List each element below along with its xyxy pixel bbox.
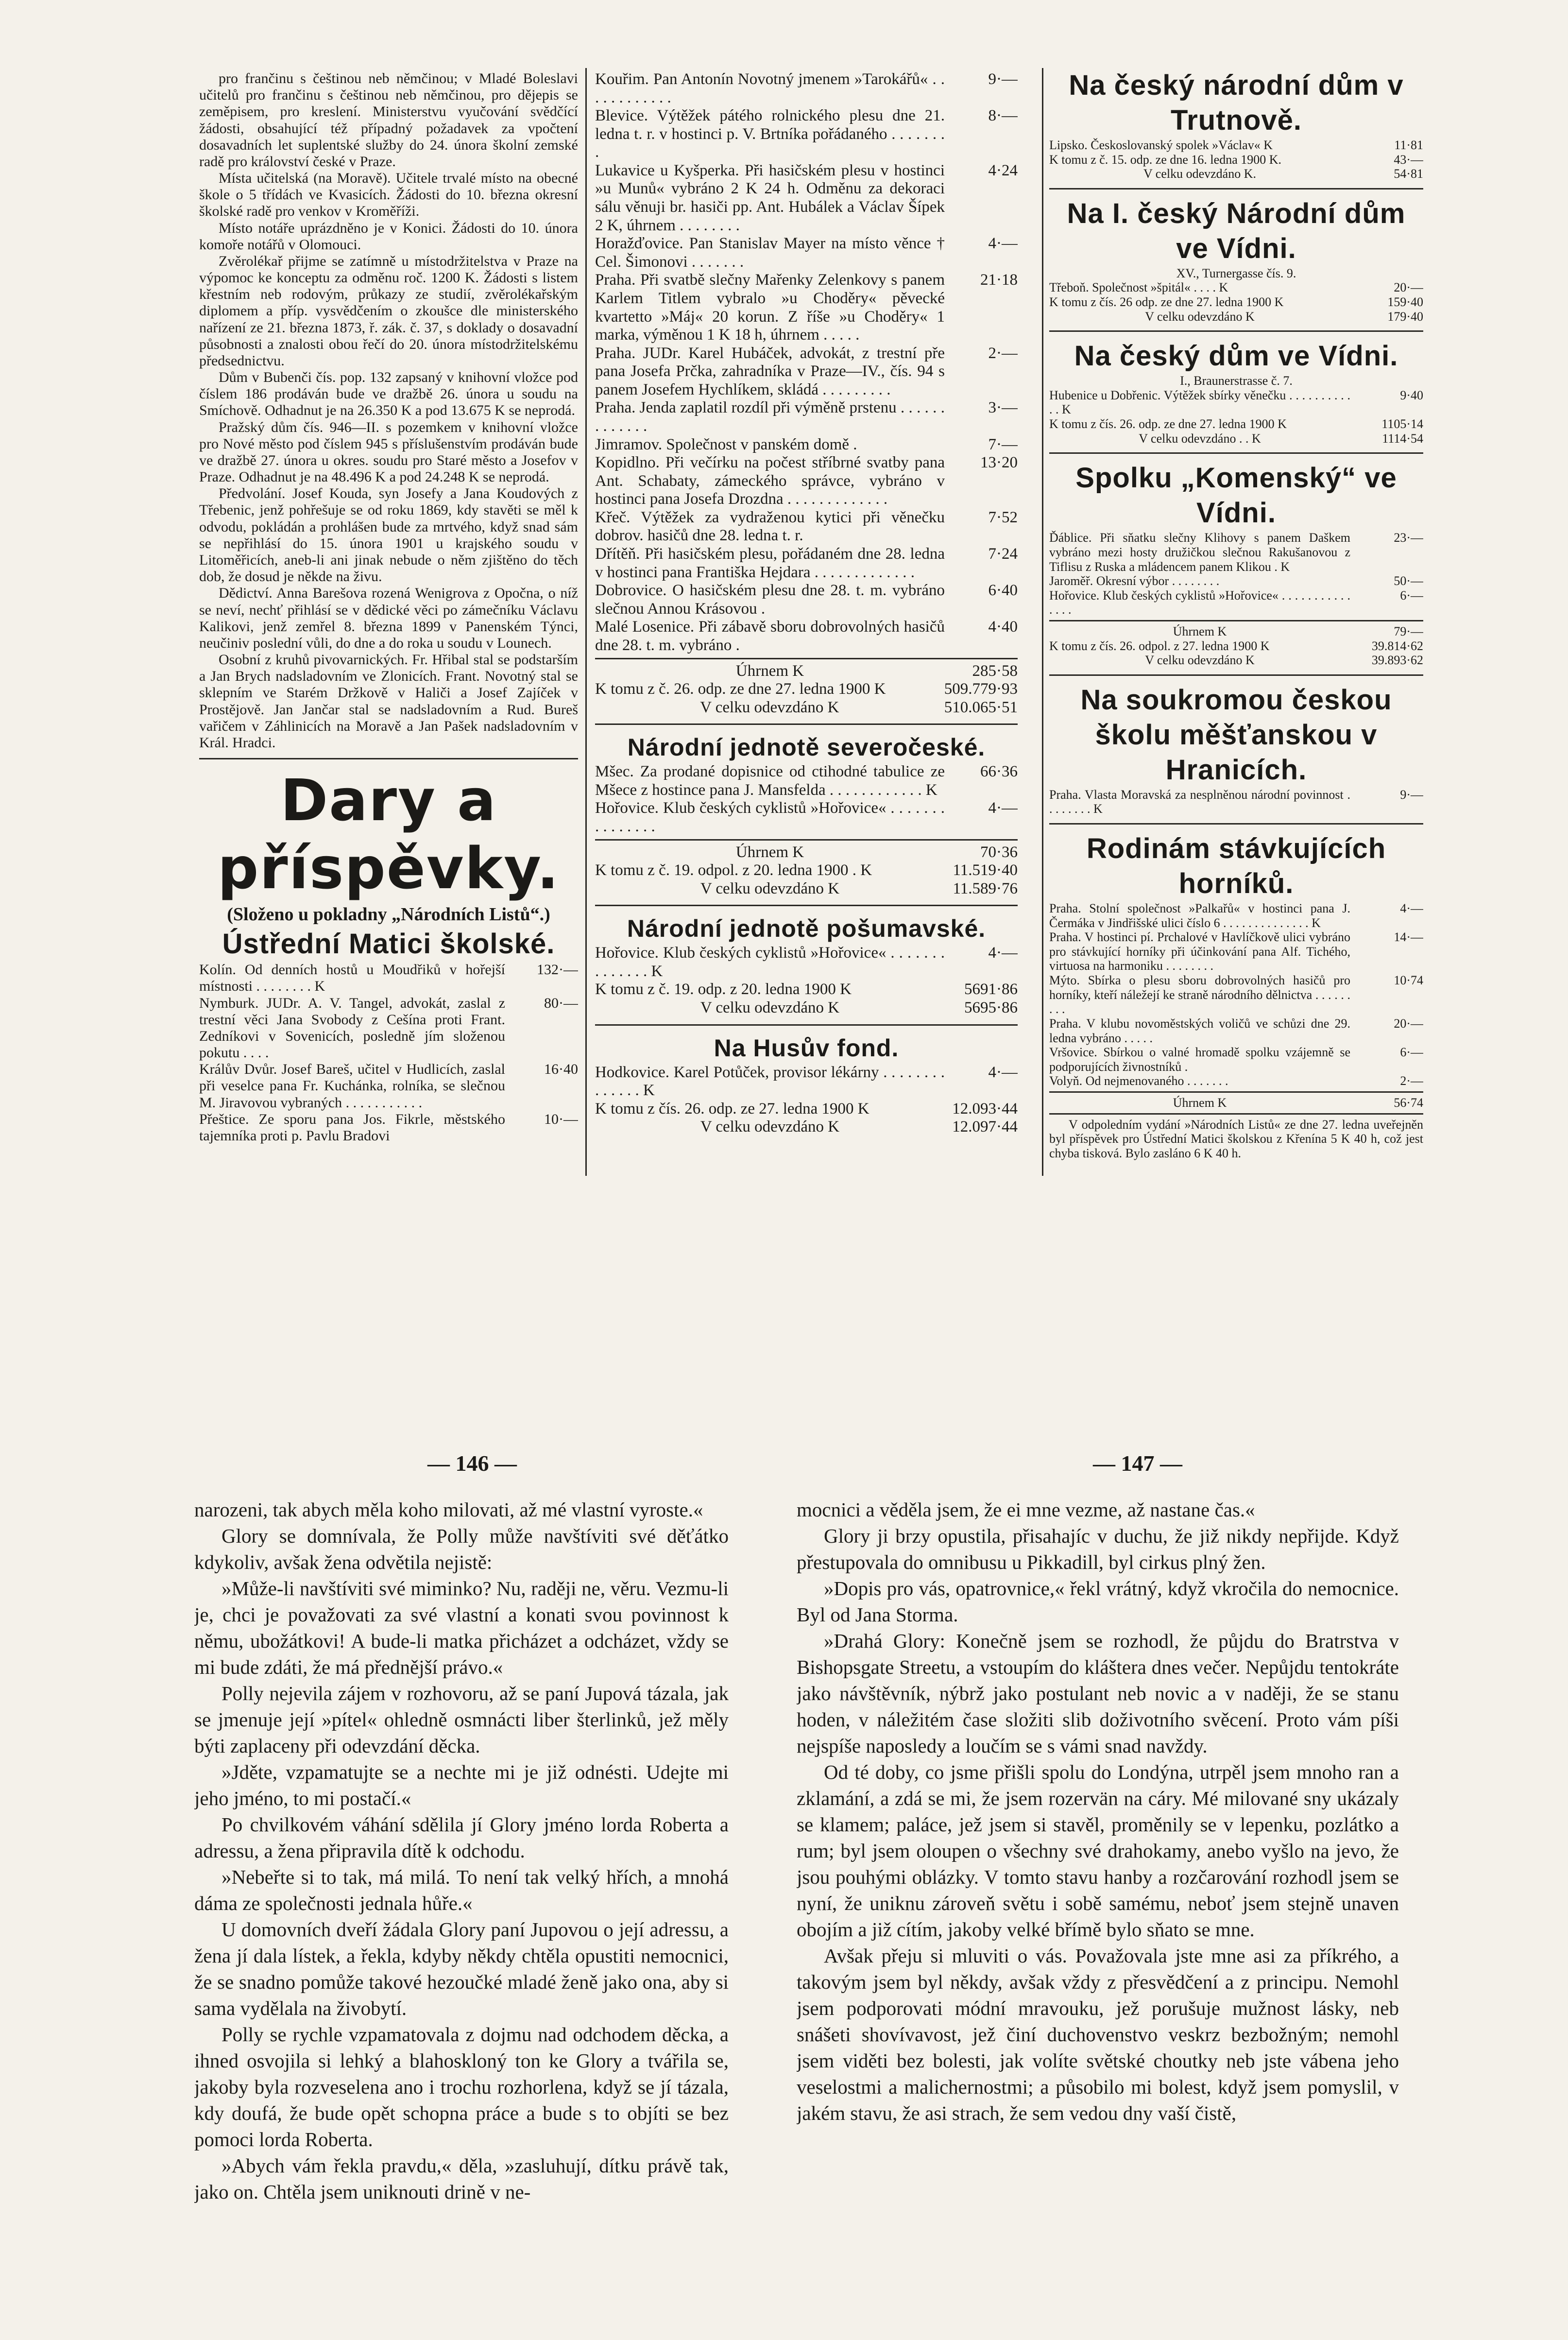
prev-row [595,981,1018,999]
donation-entry [595,399,1018,435]
donation-text: K tomu z čís. 26. odp. ze dne 27. ledna 1900 K [1049,417,1287,431]
donation-text: Přeštice. Ze sporu pana Jos. Fikrle, městského tajemníka proti p. Pavlu Bradovi [199,1111,505,1144]
entries-cesky-dum-viden [1049,388,1423,431]
donation-entry [595,944,1018,981]
donation-amount: 4·40 [988,618,1018,636]
total-row [1049,310,1423,324]
notice-paragraph: Dům v Bubenči čís. pop. 132 zapsaný v knihovní vložce pod číslem 186 prodáván bude ve dražbě 26. února u soudu na Smíchově. Odhadnut je na 26.350 K a pod 13.675 K se neprodá. [199,369,578,419]
donation-text: Praha. Při svatbě slečny Mařenky Zelenkovy s panem Karlem Titlem vybralo »u Choděry« pěvecké kvartetto »Máj« 20 korun. Z říše »u Choděry« 1 marka, výměnou 1 K 18 h, úhrnem . . . . . [595,271,945,344]
novel-paragraph: Glory se domnívala, že Polly může navštíviti své děťátko kdykoliv, avšak žena odvětila nejistě: [194,1525,729,1573]
donation-amount: 4·24 [988,161,1018,179]
donation-amount: 3·— [988,399,1018,417]
donation-text: Dobrovice. O hasičském plesu dne 28. t. m. vybráno slečnou Annou Krásovou . [595,582,945,618]
donation-text: K tomu z čís. 26 odp. ze dne 27. ledna 1900 K [1049,295,1284,310]
prev-row [1049,639,1423,654]
total-label: V celku odevzdáno K [700,879,840,897]
total-label: V celku odevzdáno K. [1143,167,1256,181]
total-row [595,1118,1018,1136]
divider [1049,674,1423,676]
total-value: 11.589·76 [953,879,1018,897]
donation-amount: 4·— [988,1063,1018,1081]
sum-label: Úhrnem K [735,843,804,861]
donation-amount: 80·— [544,995,578,1011]
total-value: 12.097·44 [952,1118,1018,1136]
divider [1049,188,1423,189]
novel-paragraph: Avšak přeju si mluviti o vás. Považovala jste mne asi za příkrého, a takovým jsem byl někdy, avšak vždy z přesvědčení a z principu. Nemohl jsem podporovati módní mravouku, jež porušuje mužnost lásky, neb snášeti shovívavost, jež činí duchovenstvo veskrz bezbožným; nemohl jsem viděti bez bolesti, jak volíte světské choutky neb jste vábena jeho veselostmi a malichernostmi; a působilo mi bolest, když jsem pomyslil, v jakém stavu, že asi strach, že sem vedou dny vaší čistě, [797,1944,1399,2124]
donation-text: K tomu z č. 15. odp. ze dne 16. ledna 1900 K. [1049,152,1282,167]
donation-text: Mšec. Za prodané dopisnice od ctihodné tabulice ze Mšece z hostince pana J. Mansfelda . . . . . . . . . . . . K [595,763,945,799]
donation-amount: 4·— [1400,901,1423,916]
notice-paragraph: pro frančinu s češtinou neb němčinou; v Mladé Boleslavi učitelů pro frančinu s češtinou neb němčinou, pro dějepis se zeměpisem, pro kreslení. Ministerstvu vyučování svědčící žádosti, obsahující též případný požadavek za vpočtení dosavadních let suplentské služby do 24. února školní zemské radě pro království české v Praze. [199,70,578,170]
novel-text-left [194,1497,729,2298]
donation-text: Lukavice u Kyšperka. Při hasičském plesu v hostinci »u Munů« vybráno 2 K 24 h. Odměnu za dekoraci sálu věnuji br. hasiči pp. Ant. Hubálek a Václav Šípek 2 K, úhrnem . . . . . . . . [595,161,945,234]
prev-row [595,861,1018,880]
donation-text: Hubenice u Dobřenic. Výtěžek sbírky věnečku . . . . . . . . . . . . K [1049,388,1350,417]
donation-entry [595,545,1018,582]
donation-entry [1049,280,1423,295]
section-title-hornici: Rodinám stávkujících horníků. [1086,833,1386,900]
total-value: 510.065·51 [944,698,1018,716]
notice-paragraph: Místa učitelská (na Moravě). Učitele trvalé místo na obecné škole o 5 třídách ve Kvasicích. Žádosti do 10. března okresní školské radě pro venkov v Kroměříži. [199,170,578,220]
total-value: 5695·86 [964,999,1018,1017]
total-row [595,999,1018,1017]
donation-entry [595,436,1018,454]
donation-text: Blevice. Výtěžek pátého rolnického plesu dne 21. ledna t. r. v hostinci p. V. Brtníka pořádaného . . . . . . . . [595,107,945,161]
sum-value: 70·36 [980,843,1018,861]
correction-note: V odpoledním vydání »Národních Listů« ze dne 27. ledna uveřejněn byl příspěvek pro Ústřední Matici školskou z Křenína 5 K 40 h, což jest chyba tisková. Bylo zasláno 6 K 40 h. [1049,1117,1423,1160]
donation-entry [595,454,1018,509]
prev-row [595,680,1018,699]
donation-entry [595,509,1018,545]
divider [1049,1113,1423,1115]
donation-entry [1049,531,1423,574]
donation-amount: 9·— [1400,787,1423,802]
novel-paragraph: mocnici a věděla jsem, že ei mne vezme, až nastane čas.« [797,1498,1255,1521]
donation-entry [595,271,1018,344]
page-number-left: — 146 — [427,1451,517,1476]
donation-amount: 16·40 [544,1061,578,1078]
donation-amount: 11·81 [1394,138,1423,152]
donation-amount: 9·— [988,70,1018,88]
sum-label: Úhrnem K [1173,1095,1227,1110]
divider [595,905,1018,906]
donation-text: Vršovice. Sbírkou o valné hromadě spolku vzájemně se podporujících živnostníků . [1049,1045,1350,1074]
donation-text: Kolín. Od denních hostů u Moudřiků v hořejší místnosti . . . . . . . . K [199,962,505,995]
divider [1049,330,1423,332]
total-label: V celku odevzdáno . . K [1139,431,1261,446]
sum-value: 79·— [1394,624,1423,638]
donation-entry [199,995,578,1062]
prev-value: 39.814·62 [1371,638,1423,653]
entries-severoceske [595,763,1018,836]
entries-hranice [1049,788,1423,816]
donation-amount: 7·— [988,435,1018,453]
donation-amount: 21·18 [980,271,1018,289]
donation-entry [1049,138,1423,153]
column-rule [1042,68,1043,1176]
entries-posumavske [595,944,1018,981]
total-value: 39.893·62 [1371,653,1423,668]
donation-text: Dřítěň. Při hasičském plesu, pořádaném dne 28. ledna v hostinci pana Františka Hejdara . . . . . . . . . . . . . [595,545,945,581]
novel-paragraph: Od té doby, co jsme přišli spolu do Londýna, utrpěl jsem mnoho ran a zklamání, a zdá se mi, že jsem rozervän na cáry. Mé milované sny ukázaly se klamem; paláce, jež jsem si stavěl, proměnily se v lepenku, pozlátko a rum; byl jsem oloupen o všechny své drahokamy, anebo vyšlo na jevo, že jsou pouhými oblázky. V tomto stavu hanby a rozčarování rozhodl jsem se nyní, že uniknu zároveň světu i sobě samému, neboť jsem stejně unaven obojím a již cítím, jakoby velké břímě bylo sňato se mne. [797,1761,1399,1941]
novel-paragraph: U domovních dveří žádala Glory paní Jupovou o její adressu, a žena jí dala lístek, a řekla, kdyby někdy chtěla opustiti nemocnici, že se snadno pomůže takové hezoučké mladé ženě jako ona, aby si sama vydělala na živobytí. [194,1918,729,2019]
donation-amount: 10·74 [1394,973,1423,988]
donation-amount: 6·— [1400,1045,1423,1060]
divider [1049,1091,1423,1093]
donation-amount: 10·— [544,1111,578,1127]
divider [199,758,578,759]
prev-value: 12.093·44 [952,1100,1018,1118]
notice-paragraph: Zvěrolékař přijme se zatímně u místodržitelstva v Praze na výpomoc ke konceptu za odměnu roč. 1200 K. Žádosti s listem křestním neb rodovým, průkazy ze studií, zvěrolékařským diplomem a příp. vysvědčením o zkoušce dle ministerského nařízení ze 21. března 1873, ř. zák. č. 37, s doklady o dosavadní působnosti a znalosti obou řečí do 20. února místodržitelskému předsednictvu. [199,253,578,369]
section-title-narodni-dum-viden: Na I. český Národní dům ve Vídni. [1067,197,1406,264]
novel-paragraph: Polly nejevila zájem v rozhovoru, až se paní Jupová tázala, jak se jmenuje její »pítel« ohledně osmnácti liber šterlinků, jež měly býti zaplaceny při odevzdání děcka. [194,1682,729,1757]
donation-entry [1049,574,1423,588]
dary-title: Dary a příspěvky. [217,767,560,902]
total-value: 54·81 [1394,167,1423,181]
donation-text: Lipsko. Českoslovanský spolek »Václav« K [1049,138,1273,152]
donation-entry [595,107,1018,162]
donation-amount: 66·36 [980,763,1018,781]
donation-amount: 4·— [988,235,1018,253]
donation-amount: 132·— [537,962,578,978]
donation-text: Volyň. Od nejmenovaného . . . . . . . [1049,1074,1228,1088]
donation-amount: 7·24 [988,545,1018,563]
notice-paragraph: Dědictví. Anna Barešova rozená Wenigrova z Opočna, o níž se neví, nechť přihlásí se v dědické věci po zámečníku Václavu Kalikovi, jenž zemřel 8. března 1899 v Panenském Týnci, neučiniv poslední vůli, do dne a do roka u soudu v Lounech. [199,585,578,651]
donation-entry [1049,973,1423,1016]
sum-row [1049,624,1423,639]
sum-row [1049,1096,1423,1110]
novel-paragraph: Glory ji brzy opustila, přisahajíc v duchu, že již nikdy nepřijde. Když přestupovala do omnibusu u Pikkadill, byl cirkus plný žen. [797,1525,1399,1573]
donation-entry [199,1111,578,1144]
donation-entry [1049,1045,1423,1074]
donation-entry [199,962,578,995]
novel-paragraph: »Jděte, vzpamatujte se a nechte mi je již odnésti. Udejte mi jeho jméno, to mi postačí.« [194,1761,729,1809]
column-1 [199,70,578,1178]
donation-entry [595,763,1018,799]
donation-text: Praha. JUDr. Karel Hubáček, advokát, z trestní pře pana Josefa Prčka, zahradníka v Praze—IV., čís. 94 s panem Josefem Hychlíkem, skládá . . . . . . . . . [595,344,945,398]
donation-entry [595,344,1018,399]
donation-text: Kouřim. Pan Antonín Novotný jmenem »Tarokářů« . . . . . . . . . . . . [595,70,945,106]
divider [595,1024,1018,1026]
sum-label: Úhrnem K [735,662,804,680]
total-row [1049,653,1423,668]
total-label: V celku odevzdáno K [1145,309,1255,324]
notice-paragraph: Předvolání. Josef Kouda, syn Josefy a Jana Koudových z Třebenic, jenž pohřešuje se od roku 1869, kdy stavěti se měl k odvodu, pokládán a prohlášen bude za mrtvého, když snad sám se nepřihlásí do 15. února 1901 u krajského soudu v Litoměřicích, aneb-li ani jinak nebude o něm zjištěno do těch dob, že dosud je někde na živu. [199,485,578,585]
donation-entry [595,582,1018,618]
novel-paragraph: »Nebeřte si to tak, má milá. To není tak velký hřích, a mnohá dáma ze společnosti jednala hůře.« [194,1866,729,1914]
prev-label: K tomu z čís. 26. odpol. z 27. ledna 1900 K [1049,638,1270,653]
divider [595,658,1018,659]
prev-label: K tomu z č. 19. odp. z 20. ledna 1900 K [595,981,852,998]
donation-text: Jaroměř. Okresní výbor . . . . . . . . [1049,574,1220,588]
donation-amount: 20·— [1394,1016,1423,1031]
donation-amount: 6·— [1400,588,1423,602]
donation-amount: 1105·14 [1381,417,1423,431]
prev-value: 11.519·40 [953,861,1018,879]
donation-text: Jimramov. Společnost v panském domě . [595,435,857,453]
donation-entry [595,70,1018,107]
donation-entry [1049,901,1423,930]
total-row [1049,167,1423,181]
donation-text: Praha. V klubu novoměstských voličů ve schůzi dne 29. ledna vybráno . . . . . [1049,1016,1350,1045]
total-value: 179·40 [1387,309,1423,324]
entries-narodni-dum-viden [1049,280,1423,309]
divider [595,839,1018,841]
donation-text: Králův Dvůr. Josef Bareš, učitel v Hudlicích, zaslal při veselce pana Fr. Kuchánka, rolníka, se slečnou M. Jiravovou vybraných . . . . . . . . . . . [199,1061,505,1111]
prev-value: 509.779·93 [944,680,1018,698]
donation-amount: 9·40 [1400,388,1423,402]
donation-entry [595,162,1018,235]
sum-value: 285·58 [972,662,1018,680]
novel-paragraph: »Dopis pro vás, opatrovnice,« řekl vrátný, když vkročila do nemocnice. Byl od Jana Storma. [797,1577,1399,1626]
donation-entry [1049,930,1423,973]
section-title-hranice: Na soukromou českou školu měšťanskou v Hranicích. [1080,684,1392,786]
column-2 [595,70,1018,1178]
novel-paragraph: »Abych vám řekla pravdu,« děla, »zasluhují, dítku právě tak, jako on. Chtěla jsem uniknouti drině v ne- [194,2154,729,2203]
entries-matice [199,962,578,1144]
donation-amount: 20·— [1394,280,1423,295]
entries-husuv-fond [595,1064,1018,1100]
entries-trutnov [1049,138,1423,167]
donation-amount: 23·— [1394,531,1423,545]
total-row [595,699,1018,717]
donation-entry [199,1061,578,1111]
divider [595,723,1018,725]
prev-label: K tomu z č. 26. odp. ze dne 27. ledna 1900 K [595,680,886,698]
total-label: V celku odevzdáno K [700,1118,840,1136]
donation-text: Horažďovice. Pan Stanislav Mayer na místo věnce † Cel. Šimonovi . . . . . . . [595,235,945,271]
notice-paragraph: Osobní z kruhů pivovarnických. Fr. Hřibal stal se podstarším a Jan Brych nadsladovním ve Zlonicích. Frant. Novotný stal se sklepním ve Starém Držkově v Haliči a Josef Zajíček v Prostějově. Jan Jančar stal se nadsladovním a Rud. Bureš vařičem v Záhlinicích na Moravě a Jan Pašek nadsladovním v Král. Hradci. [199,652,578,751]
donation-text: Mýto. Sbírka o plesu sboru dobrovolných hasičů pro horníky, kteří náležejí ke straně národního dělnictva . . . . . . . . . [1049,973,1350,1016]
section-title-posumavske: Národní jednotě pošumavské. [627,915,986,943]
divider [1049,620,1423,621]
divider [1049,823,1423,825]
column-rule [585,68,587,1176]
donation-entry [1049,1074,1423,1088]
donation-amount: 2·— [988,344,1018,362]
donation-text: Třeboň. Společnost »špitál« . . . . K [1049,280,1228,295]
novel-paragraph: Polly se rychle vzpamatovala z dojmu nad odchodem děcka, a ihned osvojila si lehký a blahoskloný ton ke Glory a tvářila se, jakoby byla rozveselena ano i trochu rozhorlena, když se jí tázala, kdy doufá, že bude opět schopna práce a bude s to objíti se bez pomoci lorda Roberta. [194,2023,729,2151]
prev-row [595,1100,1018,1118]
donation-text: Hodkovice. Karel Potůček, provisor lékárny . . . . . . . . . . . . . . K [595,1063,945,1100]
sum-row [595,662,1018,681]
section-title-komensky: Spolku „Komenský“ ve Vídni. [1075,462,1397,529]
donation-text: Nymburk. JUDr. A. V. Tangel, advokát, zaslal z trestní věci Jana Svobody z Cešína proti Frant. Zedníkovi v Sovenicích, posledně jím složenou pokutu . . . . [199,995,505,1061]
total-label: V celku odevzdáno K [700,999,840,1017]
donation-amount: 4·— [988,944,1018,962]
donation-text: Ďáblice. Při sňatku slečny Klihovy s panem Daškem vybráno mezi hosty družičkou slečnou Rakušanovou z Tiflisu z Ruska a mládencem panem Klikou . K [1049,531,1350,574]
donation-text: Hořovice. Klub českých cyklistů »Hořovice« . . . . . . . . . . . . . . . [1049,588,1350,617]
donation-amount: 13·20 [980,454,1018,472]
donation-amount: 159·40 [1387,295,1423,310]
donation-entry [1049,588,1423,617]
section-title-husuv-fond: Na Husův fond. [714,1034,899,1062]
total-value: 1114·54 [1382,431,1423,446]
novel-text-right [797,1497,1399,2298]
total-row [595,880,1018,898]
donation-amount: 14·— [1394,930,1423,945]
entries-matice-cont [595,70,1018,655]
notice-paragraph: Pražský dům čís. 946—II. s pozemkem v knihovní vložce pro Nové město pod číslem 945 s příslušenstvím prodáván bude ve dražbě 27. února u okres. soudu pro Staré město a Josefov v Praze. Odhadnut je na 48.496 K a pod 24.248 K se neprodá. [199,419,578,485]
entries-hornici [1049,901,1423,1088]
donation-text: Praha. Jenda zaplatil rozdíl při výměně prstenu . . . . . . . . . . . . . [595,399,945,435]
novel-paragraph: narozeni, tak abych měla koho milovati, až mé vlastní vyroste.« [194,1498,703,1521]
prev-label: K tomu z č. 19. odpol. z 20. ledna 1900 . K [595,861,872,879]
novel-paragraph: »Drahá Glory: Konečně jsem se rozhodl, že půjdu do Bratrstva v Bishopsgate Streetu, a vstoupím do kláštera dnes večer. Nepůjdu tentokráte jako návštěvník, nýbrž jako postulant neb novic a v naději, že se stanu hoden, v náležitém čase složiti slib doživotního svěcení. Proto vám píši nejspíše naposledy a loučím se s vámi snad navždy. [797,1630,1399,1757]
column-3 [1049,68,1423,1176]
total-label: V celku odevzdáno K [700,698,839,716]
donation-text: Kopidlno. Při večírku na počest stříbrné svatby pana Ant. Schabaty, zámeckého správce, vybráno v hostinci pana Josefa Drozdna . . . . . . . . . . . . . [595,454,945,508]
donation-entry [1049,295,1423,310]
donation-amount: 8·— [988,107,1018,125]
donation-text: Praha. Vlasta Moravská za nesplněnou národní povinnost . . . . . . . . K [1049,787,1350,816]
donation-amount: 2·— [1400,1074,1423,1088]
donation-amount: 50·— [1394,574,1423,588]
section-title-trutnov: Na český národní dům v Trutnově. [1069,69,1404,136]
novel-paragraph: »Může-li navštíviti své miminko? Nu, raději ne, věru. Vezmu-li je, chci je považovati za své vlastní a konati svou povinnost k němu, ubožátkovi! A bude-li matka přicházet a odcházet, vždy se mi bude zdáti, že má přednější právo.« [194,1577,729,1678]
donation-entry [595,618,1018,654]
donation-amount: 6·40 [988,582,1018,600]
donation-entry [1049,388,1423,417]
donation-entry [595,799,1018,836]
sum-label: Úhrnem K [1173,624,1227,638]
donation-amount: 7·52 [988,508,1018,526]
sum-row [595,843,1018,862]
section-title-severoceske: Národní jednotě severočeské. [627,734,986,761]
donation-text: Praha. V hostinci pí. Prchalové v Havlíčkově ulici vybráno pro stávkující horníky při účinkování pana Alf. Tichého, virtuosa na harmoniku . . . . . . . . [1049,930,1350,973]
donation-text: Malé Losenice. Při zábavě sboru dobrovolných hasičů dne 28. t. m. vybráno . [595,618,945,654]
prev-value: 5691·86 [964,981,1018,998]
donation-entry [595,235,1018,271]
donation-amount: 4·— [988,799,1018,817]
section-title-cesky-dum-viden: Na český dům ve Vídni. [1074,340,1398,372]
donation-text: Hořovice. Klub českých cyklistů »Hořovice« . . . . . . . . . . . . . . K [595,944,945,980]
entries-komensky [1049,531,1423,617]
donation-entry [1049,788,1423,816]
total-row [1049,431,1423,446]
donation-entry [595,1064,1018,1100]
donation-text: Křeč. Výtěžek za vydraženou kytici při věnečku dobrov. hasičů dne 28. ledna t. r. [595,508,945,545]
donation-text: Hořovice. Klub českých cyklistů »Hořovice« . . . . . . . . . . . . . . . [595,799,945,835]
prev-label: K tomu z čís. 26. odp. ze 27. ledna 1900 K [595,1100,869,1118]
divider [1049,452,1423,454]
donation-text: Praha. Stolní společnost »Palkařů« v hostinci pana J. Čermáka v Jindřišské ulici číslo 6 . . . . . . . . . . . . . . K [1049,901,1350,930]
novel-paragraph: Po chvilkovém váhání sdělila jí Glory jméno lorda Roberta a adressu, a žena připravila dítě k odchodu. [194,1813,729,1862]
donation-entry [1049,417,1423,431]
page-number-right: — 147 — [1093,1451,1182,1476]
notice-paragraph: Místo notáře uprázdněno je v Konici. Žádosti do 10. února komoře notářů v Olomouci. [199,220,578,253]
donation-entry [1049,1016,1423,1045]
section-title-matice: Ústřední Matici školské. [222,928,555,960]
address: I., Braunerstrasse č. 7. [1180,374,1293,388]
notices [199,70,578,751]
address: XV., Turnergasse čís. 9. [1176,266,1296,280]
dary-subtitle: (Složeno u pokladny „Národních Listů“.) [227,904,550,925]
donation-entry [1049,153,1423,167]
sum-value: 56·74 [1394,1095,1423,1110]
total-label: V celku odevzdáno K [1145,653,1255,668]
donation-amount: 43·— [1394,152,1423,167]
